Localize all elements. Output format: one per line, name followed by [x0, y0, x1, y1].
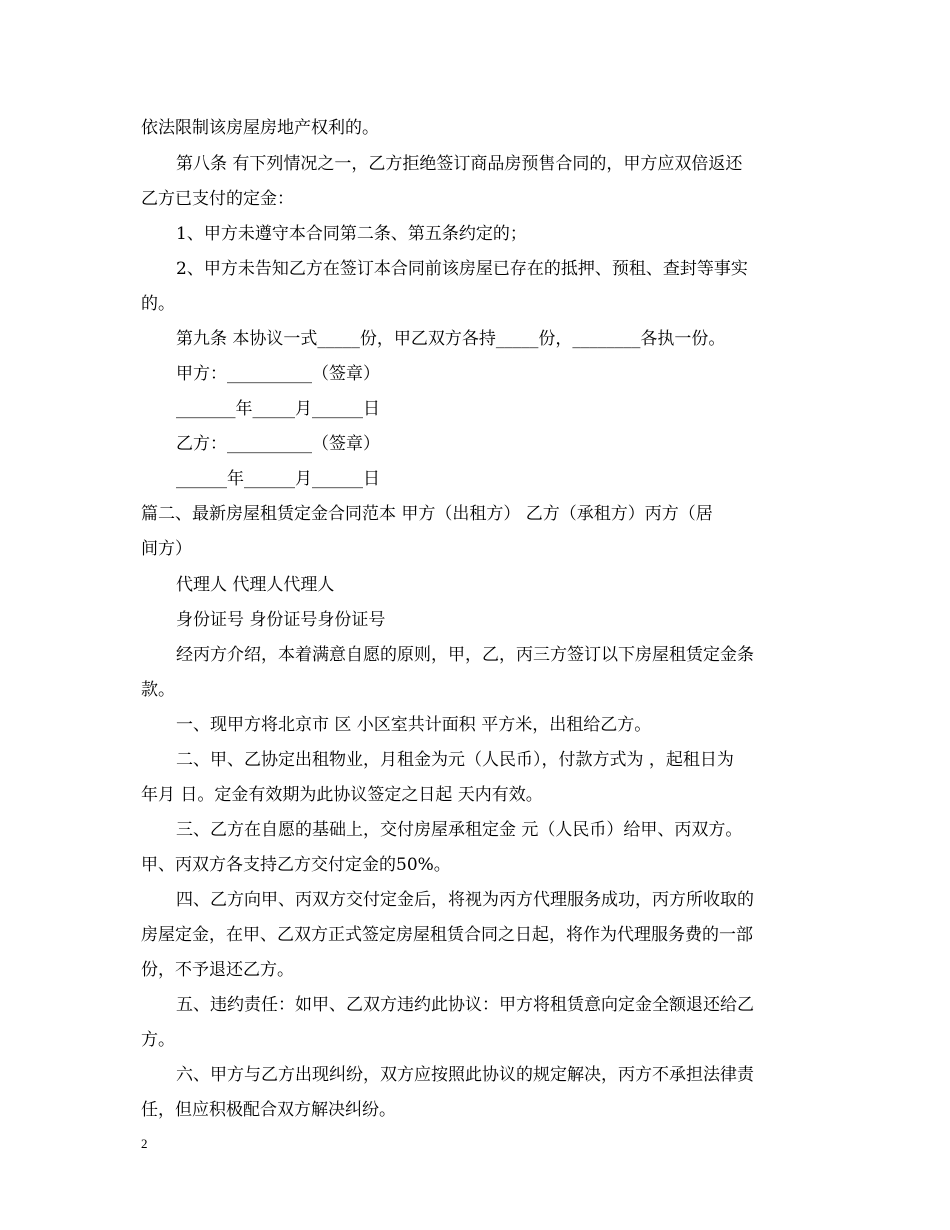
section-heading: 篇二、最新房屋租赁定金合同范本 甲方（出租方） 乙方（承租方）丙方（居	[141, 504, 713, 524]
text-line: 一、现甲方将北京市 区 小区室共计面积 平方米，出租给乙方。	[176, 715, 652, 735]
text-line: 间方）	[141, 539, 192, 559]
text-line: 2、甲方未告知乙方在签订本合同前该房屋已存在的抵押、预租、查封等事实	[176, 259, 748, 279]
text-line: 年月 日。定金有效期为此协议签定之日起 天内有效。	[141, 785, 543, 805]
text-line: 乙方：__________（签章）	[176, 434, 380, 454]
text-line: 方。	[141, 1030, 175, 1050]
text-line: 依法限制该房屋房地产权利的。	[141, 118, 379, 138]
text-line: 1、甲方未遵守本合同第二条、第五条约定的；	[176, 224, 527, 244]
text-line: 三、乙方在自愿的基础上，交付房屋承租定金 元（人民币）给甲、丙双方。	[176, 820, 743, 840]
text-line: 第九条 本协议一式_____份，甲乙双方各持_____份，________各执一份。	[176, 329, 726, 349]
text-line: 房屋定金，在甲、乙双方正式签定房屋租赁合同之日起，将作为代理服务费的一部	[141, 925, 753, 945]
text-line: 经丙方介绍，本着满意自愿的原则，甲，乙，丙三方签订以下房屋租赁定金条	[176, 645, 754, 665]
text-line: 份，不予退还乙方。	[141, 960, 294, 980]
page-number: 2	[141, 1136, 148, 1151]
text-line: 甲、丙双方各支持乙方交付定金的50%。	[141, 855, 451, 875]
text-line: 六、甲方与乙方出现纠纷，双方应按照此协议的规定解决，丙方不承担法律责	[176, 1065, 754, 1085]
text-line: _______年_____月______日	[176, 399, 380, 419]
text-line: 款。	[141, 680, 175, 700]
text-line: 的。	[141, 294, 175, 314]
text-line: 代理人 代理人代理人	[176, 575, 335, 595]
text-line: 五、违约责任：如甲、乙双方违约此协议：甲方将租赁意向定金全额退还给乙	[176, 995, 754, 1015]
text-line: 甲方：__________（签章）	[176, 364, 380, 384]
text-line: 身份证号 身份证号身份证号	[176, 610, 386, 630]
text-line: ______年______月______日	[176, 469, 380, 489]
text-line: 任，但应积极配合双方解决纠纷。	[141, 1100, 396, 1120]
text-line: 二、甲、乙协定出租物业，月租金为元（人民币），付款方式为 ，起租日为	[176, 750, 734, 770]
text-line: 四、乙方向甲、丙双方交付定金后，将视为丙方代理服务成功，丙方所收取的	[176, 890, 754, 910]
text-line: 乙方已支付的定金：	[141, 189, 294, 209]
text-line: 第八条 有下列情况之一，乙方拒绝签订商品房预售合同的，甲方应双倍返还	[176, 154, 743, 174]
